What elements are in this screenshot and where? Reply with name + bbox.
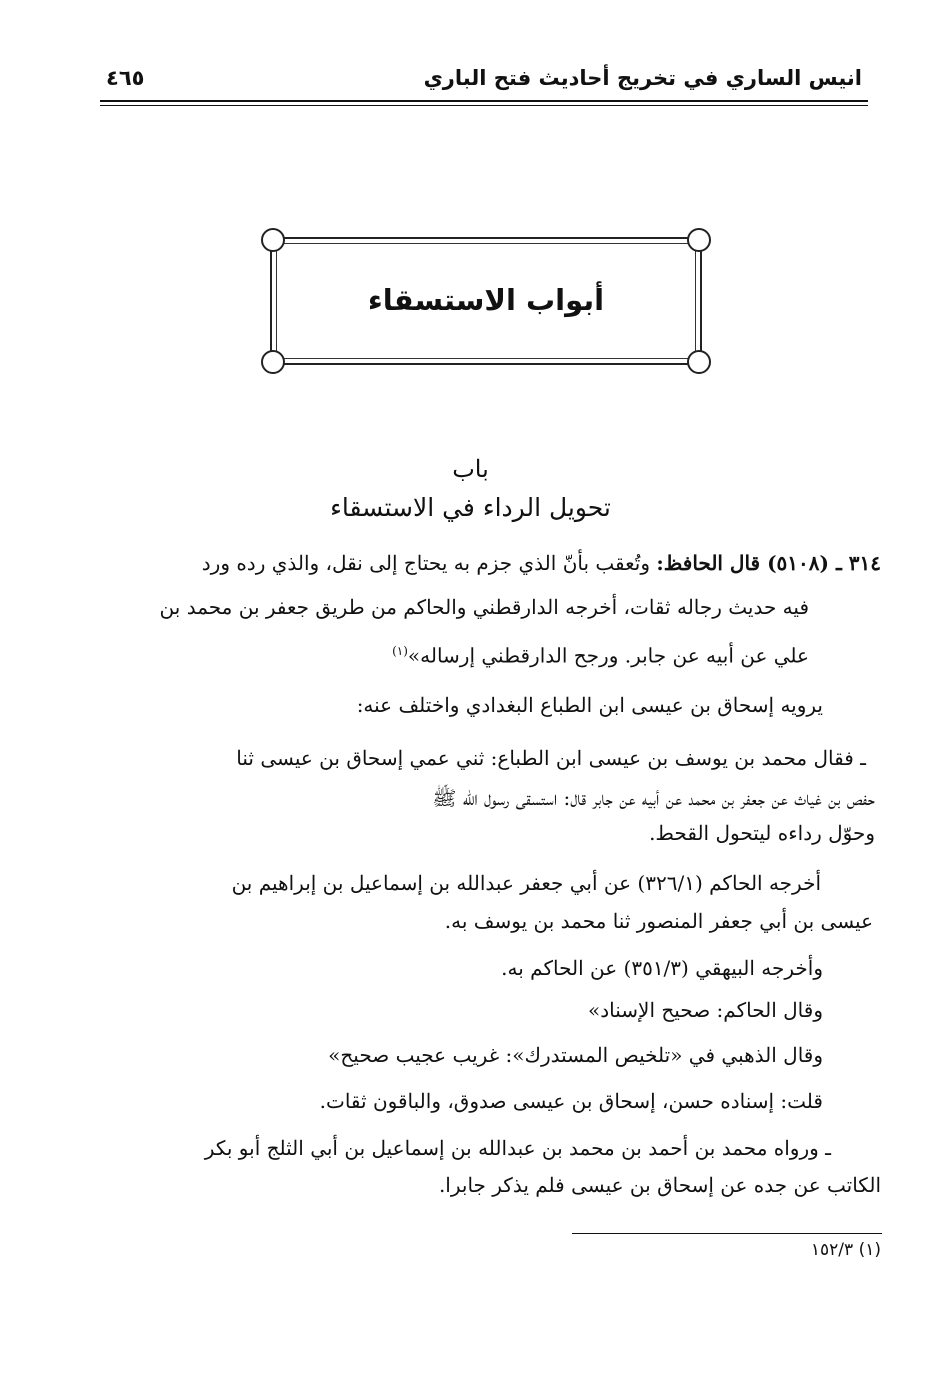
running-header bbox=[100, 60, 868, 104]
chapter-title: أبواب الاستسقاء bbox=[367, 283, 605, 317]
takhrij-line: أخرجه الحاكم (٣٢٦/١) عن أبي جعفر عبدالله بن إسماعيل بن إبراهيم بن bbox=[231, 871, 821, 895]
footnote-rule bbox=[572, 1233, 882, 1234]
takhrij-line: عيسى بن أبي جعفر المنصور ثنا محمد بن يوسف به. bbox=[444, 909, 873, 933]
book-title: انيس الساري في تخريج أحاديث فتح الباري bbox=[423, 66, 862, 90]
verdict-line: قلت: إسناده حسن، إسحاق بن عيسى صدوق، والباقون ثقات. bbox=[319, 1089, 823, 1113]
ornament-icon bbox=[687, 350, 711, 374]
quote-text: علي عن أبيه عن جابر. ورجح الدارقطني إرساله» bbox=[407, 643, 809, 668]
takhrij-line: وقال الحاكم: صحيح الإسناد» bbox=[588, 998, 823, 1022]
chapter-frame bbox=[270, 237, 702, 365]
quote-line-3 bbox=[392, 636, 809, 671]
narration-line: وحوّل رداءه ليتحول القحط. bbox=[649, 821, 875, 845]
section-label: باب bbox=[452, 455, 489, 483]
entry-text: وتُعقب بأنّ الذي جزم به يحتاج إلى نقل، والذي رده ورد bbox=[201, 551, 651, 575]
narration-line: الكاتب عن جده عن إسحاق بن عيسى فلم يذكر جابرا. bbox=[438, 1173, 881, 1197]
page-number: ٤٦٥ bbox=[106, 66, 145, 90]
footnote-ref: (١) bbox=[392, 644, 408, 658]
quote-line-2: فيه حديث رجاله ثقات، أخرجه الدارقطني والحاكم من طريق جعفر بن محمد بن bbox=[159, 595, 809, 619]
narration-line: حفص بن غياث عن جعفر بن محمد عن أبيه عن جابر قال: استسقى رسول الله ﷺ bbox=[432, 786, 875, 810]
ornament-icon bbox=[261, 228, 285, 252]
takhrij-line: وقال الذهبي في «تلخيص المستدرك»: غريب عجيب صحيح» bbox=[328, 1043, 823, 1067]
narration-line: ـ ورواه محمد بن أحمد بن محمد بن عبدالله بن إسماعيل بن أبي الثلج أبو بكر bbox=[204, 1136, 831, 1160]
body-paragraph: يرويه إسحاق بن عيسى ابن الطباع البغدادي واختلف عنه: bbox=[356, 693, 823, 717]
section-title: تحويل الرداء في الاستسقاء bbox=[330, 493, 611, 522]
entry-line-1 bbox=[202, 548, 881, 578]
footnote: (١) ١٥٢/٣ bbox=[810, 1240, 881, 1260]
ornament-icon bbox=[261, 350, 285, 374]
entry-number: ٣١٤ ـ (٥١٠٨) قال الحافظ: bbox=[656, 551, 881, 575]
takhrij-line: وأخرجه البيهقي (٣٥١/٣) عن الحاكم به. bbox=[501, 956, 823, 980]
header-rule bbox=[100, 100, 868, 102]
ornament-icon bbox=[687, 228, 711, 252]
header-rule-thin bbox=[100, 105, 868, 106]
narration-line: ـ فقال محمد بن يوسف بن عيسى ابن الطباع: ثني عمي إسحاق بن عيسى ثنا bbox=[236, 746, 866, 770]
